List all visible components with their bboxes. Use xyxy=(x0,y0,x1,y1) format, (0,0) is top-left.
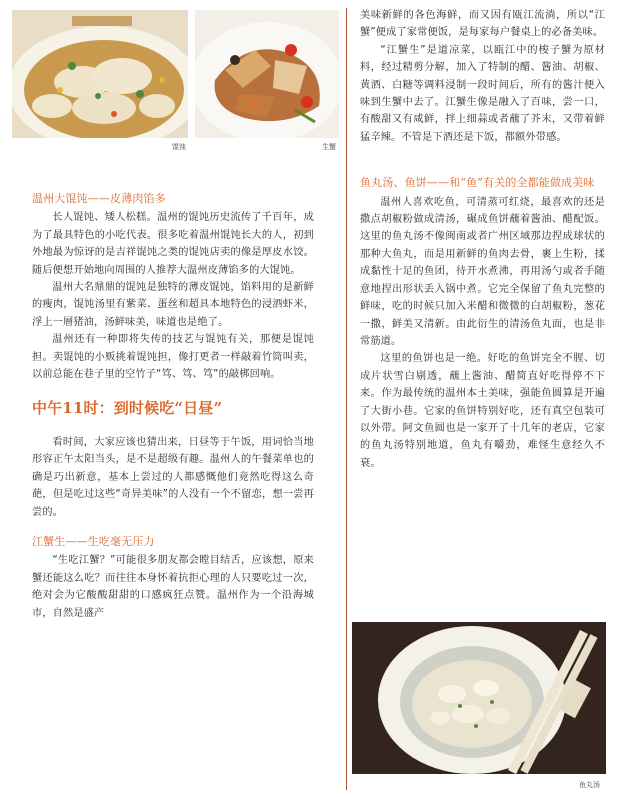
paragraph: 温州还有一种即将失传的技艺与馄饨有关，那便是馄饨担。卖馄饨的小贩挑着馄饨担，像打更者一样敲着竹筒叫卖，以前总能在巷子里的空竹子“笃、笃、笃”的敲梆回响。 xyxy=(32,334,314,381)
section-title-noon: 中午11时：到时候吃“日昼” xyxy=(32,399,223,418)
section-title-wonton: 温州大馄饨——皮薄肉馅多 xyxy=(32,192,166,205)
fishball-soup-photo xyxy=(352,622,606,774)
wonton-caption: 馄饨 xyxy=(172,143,186,151)
paragraph: “江蟹生”是道凉菜，以瓯江中的梭子蟹为原材料，经过精剪分解，加入了特制的醋、酱油、胡椒、黄酒、白糖等调料浸制一段时间后，所有的酱汁便入味到生蟹中去了。江蟹生像是融入了百味，尝一口，有酸甜又有咸鲜，拌上细蒜或者蘸了芥末，又带着鲜猛辛辣。不管是下酒还是下饭，都额外带感。 xyxy=(360,44,605,143)
paragraph: 温州人喜欢吃鱼，可清蒸可红烧，最喜欢的还是撒点胡椒粉做成清汤，碾成鱼饼蘸着酱油、醋配饭。这里的鱼丸汤不像闽南或者广州区域那边捏成球状的那种大鱼丸，而是用新鲜的鱼肉去骨，裹上生粉，揉成黏性十足的鱼团，待开水煮沸，再用汤勺或者手随意地捏出形状丢入锅中煮。它完全保留了鱼丸完整的鲜味，吃的时候只加入米醋和微微的白胡椒粉，葱花一撒，鲜美又清新。由此衍生的清汤鱼丸面，也是非常筋道。 xyxy=(360,196,605,347)
column-divider xyxy=(346,8,347,790)
left-column xyxy=(32,190,314,622)
paragraph: 美味新鲜的各色海鲜，而又因有瓯江流淌，所以“江蟹”便成了家常便饭，是每家每户餐桌上的必备美味。 xyxy=(360,10,605,39)
paragraph: “生吃江蟹？”可能很多朋友都会瞠目结舌，应该想，原来蟹还能这么吃？而往往本身怀着抗拒心理的人只要吃过一次，绝对会为它酸酸甜甜的口感疯狂点赞。温州作为一个沿海城市，自然是盛产 xyxy=(32,555,314,619)
paragraph: 这里的鱼饼也是一绝。好吃的鱼饼完全不腥、切成片状雪白剔透，蘸上酱油、醋简直好吃得停不下来。作为最传统的温州本土美味，强能鱼圆算是开遍了大街小巷。它家的鱼饼特别好吃，还有真空包装可以外带。阿文鱼圆也是一家开了十几年的老店，它家的鱼丸汤特别地道，鱼丸有嚼劲，难怪生意经久不衰。 xyxy=(360,353,605,469)
wonton-photo xyxy=(12,10,188,138)
paragraph: 看时间，大家应该也猜出来，日昼等于午饭，用词恰当地形容正午太阳当头，是不是超级有趣。温州人的午餐菜单也的确是巧出新意，基本上尝过的人都感慨他们竟然吃得这么奇葩，但是吃过这些“奇异美味”的人没有一个不留恋，想一尝再尝的。 xyxy=(32,436,314,518)
section-title-crab: 江蟹生——生吃毫无压力 xyxy=(32,534,155,548)
section-title-fish: 鱼丸汤、鱼饼——和“鱼”有关的全都能做成美味 xyxy=(360,176,595,190)
crab-caption: 生蟹 xyxy=(322,143,336,151)
fishball-caption: 鱼丸汤 xyxy=(579,781,600,789)
right-column xyxy=(360,7,605,472)
crab-photo xyxy=(195,10,339,138)
paragraph: 长人馄饨、矮人松糕。温州的馄饨历史流传了千百年，成为了最具特色的小吃代表。很多吃着温州馄饨长大的人，初到外地最为惊讶的是吉祥馄饨之类的馄饨店卖的像是厚皮水饺。随后便想开始地向周围的人推荐大温州皮薄馅多的大馄饨。 xyxy=(32,212,314,276)
paragraph: 温州大名鼎鼎的馄饨是独特的薄皮馄饨，馅料用的是新鲜的瘦肉，馄饨汤里有紫菜、蛋丝和超具本地特色的浸酒虾米，浮上一層猪油，汤鲜味美，味道也是绝了。 xyxy=(32,282,314,328)
